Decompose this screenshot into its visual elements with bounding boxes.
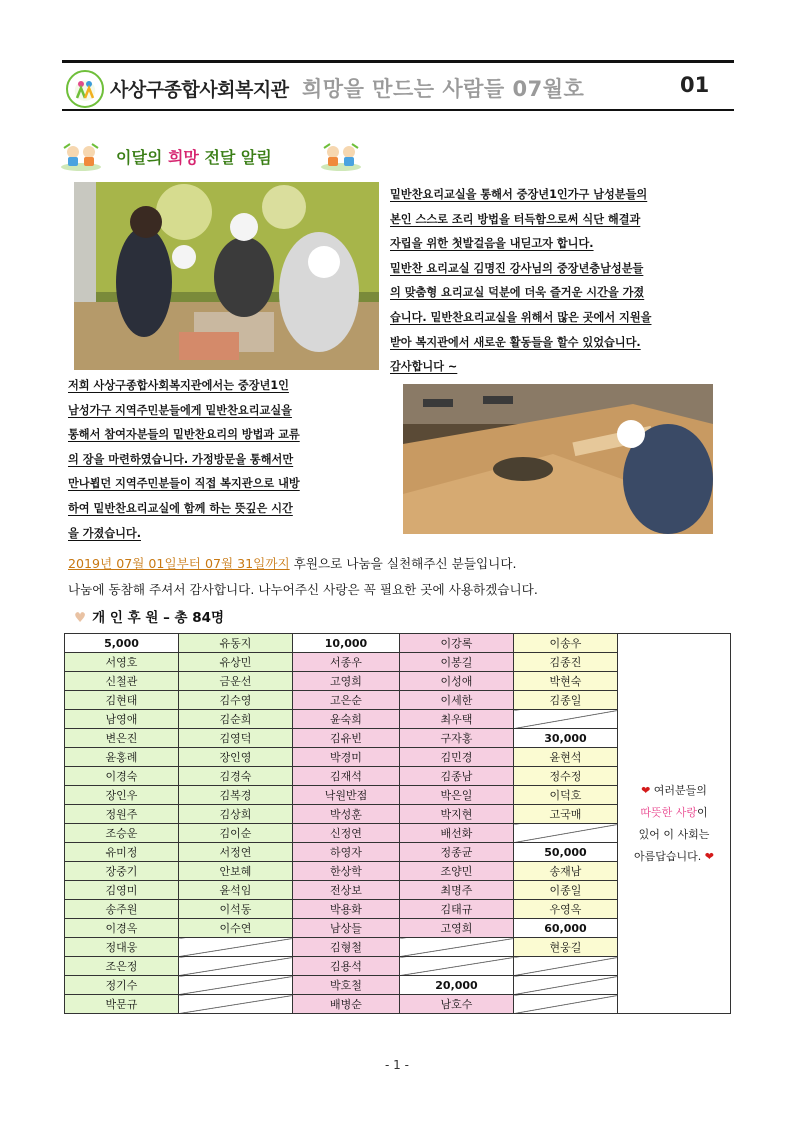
donor-name-cell: 하영자 — [293, 843, 400, 862]
donor-name-cell: 김재석 — [293, 767, 400, 786]
donor-name-cell: 박지현 — [400, 805, 514, 824]
donation-period: 2019년 07월 01일부터 07월 31일까지 — [68, 556, 290, 571]
donor-name-cell: 이성애 — [400, 672, 514, 691]
donor-name-cell: 이봉길 — [400, 653, 514, 672]
donor-name-cell: 이송우 — [514, 634, 618, 653]
empty-cell — [179, 995, 293, 1014]
donor-name-cell: 박용화 — [293, 900, 400, 919]
header-top-rule — [62, 60, 734, 63]
donor-name-cell: 금운선 — [179, 672, 293, 691]
individual-donation-heading: ♥ 개 인 후 원 – 총 84명 — [74, 610, 225, 626]
donor-name-cell: 배병순 — [293, 995, 400, 1014]
cooking-class-photo-1 — [74, 182, 379, 370]
donor-name-cell: 우영옥 — [514, 900, 618, 919]
page-number: 01 — [680, 73, 710, 97]
text-line: 자립을 위한 첫발걸음을 내딛고자 합니다. — [390, 237, 594, 251]
donor-name-cell: 정대웅 — [65, 938, 179, 957]
donor-name-cell: 고영희 — [293, 672, 400, 691]
donor-name-cell: 윤석임 — [179, 881, 293, 900]
text-line: 의 맞춤형 요리교실 덕분에 더욱 즐거운 시간을 가졌 — [390, 286, 645, 300]
donor-name-cell: 고영희 — [400, 919, 514, 938]
donor-name-cell: 박경미 — [293, 748, 400, 767]
donor-name-cell: 유상민 — [179, 653, 293, 672]
donor-name-cell: 남상들 — [293, 919, 400, 938]
donor-name-cell: 유동지 — [179, 634, 293, 653]
donor-name-cell: 박문규 — [65, 995, 179, 1014]
donor-name-cell: 조은정 — [65, 957, 179, 976]
donor-name-cell: 고국매 — [514, 805, 618, 824]
donor-name-cell: 남호수 — [400, 995, 514, 1014]
donor-name-cell: 이경옥 — [65, 919, 179, 938]
donation-intro-line1: 2019년 07월 01일부터 07월 31일까지 후원으로 나눔을 실천해주신 분들입니다. — [68, 556, 517, 571]
donor-name-cell: 한상학 — [293, 862, 400, 881]
text-line: 하여 밑반찬요리교실에 함께 하는 뜻깊은 시간 — [68, 501, 293, 515]
donor-name-cell: 신정연 — [293, 824, 400, 843]
header-bottom-rule — [62, 109, 734, 111]
donor-name-cell: 박호철 — [293, 976, 400, 995]
donor-name-cell: 이수연 — [179, 919, 293, 938]
text-line: 만나뵙던 지역주민분들이 직접 복지관으로 내방 — [68, 477, 300, 491]
donor-name-cell: 유미정 — [65, 843, 179, 862]
text-line: 습니다. 밑반찬요리교실을 위해서 많은 곳에서 지원을 — [390, 310, 652, 324]
empty-cell — [514, 995, 618, 1014]
amount-cell: 50,000 — [514, 843, 618, 862]
empty-cell — [179, 976, 293, 995]
donor-name-cell: 구자홍 — [400, 729, 514, 748]
donor-name-cell: 김순희 — [179, 710, 293, 729]
text-line: 을 가졌습니다. — [68, 526, 141, 540]
donor-name-cell: 박성훈 — [293, 805, 400, 824]
donor-name-cell: 김종진 — [514, 653, 618, 672]
donor-name-cell: 배선화 — [400, 824, 514, 843]
donor-name-cell: 변은진 — [65, 729, 179, 748]
donor-name-cell: 김형철 — [293, 938, 400, 957]
donor-name-cell: 정수정 — [514, 767, 618, 786]
donor-name-cell: 정종균 — [400, 843, 514, 862]
donor-name-cell: 김종남 — [400, 767, 514, 786]
donor-name-cell: 윤현석 — [514, 748, 618, 767]
amount-cell: 20,000 — [400, 976, 514, 995]
donor-name-cell: 김태규 — [400, 900, 514, 919]
empty-cell — [514, 976, 618, 995]
donor-name-cell: 이경숙 — [65, 767, 179, 786]
empty-cell — [514, 824, 618, 843]
text-line: 받아 복지관에서 새로운 활동들을 할수 있었습니다. — [390, 335, 641, 349]
empty-cell — [179, 938, 293, 957]
donor-name-cell: 장중기 — [65, 862, 179, 881]
donor-name-cell: 안보혜 — [179, 862, 293, 881]
donor-name-cell: 김수영 — [179, 691, 293, 710]
donor-name-cell: 정기수 — [65, 976, 179, 995]
donor-name-cell: 이석동 — [179, 900, 293, 919]
amount-cell: 60,000 — [514, 919, 618, 938]
donor-name-cell: 전상보 — [293, 881, 400, 900]
thank-you-message: ❤ 여러분들의 따뜻한 사랑이 있어 이 사회는 아름답습니다. ❤ — [618, 634, 731, 1014]
donor-name-cell: 김복경 — [179, 786, 293, 805]
heart-icon: ❤ — [641, 783, 651, 797]
donor-name-cell: 김영덕 — [179, 729, 293, 748]
text-line: 의 장을 마련하였습니다. 가정방문을 통해서만 — [68, 452, 294, 466]
donor-name-cell: 김종일 — [514, 691, 618, 710]
org-name: 사상구종합사회복지관 — [110, 79, 289, 101]
donor-name-cell: 신철관 — [65, 672, 179, 691]
text-line: 저희 사상구종합사회복지관에서는 중장년1인 — [68, 379, 289, 392]
text-line: 밑반찬요리교실을 통해서 중장년1인가구 남성분들의 — [390, 188, 648, 201]
mascot-left-icon — [58, 140, 102, 170]
donor-name-cell: 이강록 — [400, 634, 514, 653]
empty-cell — [400, 957, 514, 976]
donor-name-cell: 서영호 — [65, 653, 179, 672]
text-line: 감사합니다 ~ — [390, 360, 458, 374]
text-line: 본인 스스로 조리 방법을 터득함으로써 식단 해결과 — [390, 212, 641, 226]
amount-cell: 10,000 — [293, 634, 400, 653]
page-footer: - 1 - — [385, 1058, 409, 1072]
donor-name-cell: 조양민 — [400, 862, 514, 881]
text-line: 통해서 참여자분들의 밑반찬요리의 방법과 교류 — [68, 428, 300, 442]
donor-name-cell: 송재남 — [514, 862, 618, 881]
donor-name-cell: 박현숙 — [514, 672, 618, 691]
donor-name-cell: 이종일 — [514, 881, 618, 900]
donor-name-cell: 최명주 — [400, 881, 514, 900]
amount-cell: 30,000 — [514, 729, 618, 748]
mascot-right-icon — [318, 140, 362, 170]
donor-name-cell: 현웅길 — [514, 938, 618, 957]
donor-name-cell: 김영미 — [65, 881, 179, 900]
empty-cell — [514, 710, 618, 729]
donor-name-cell: 윤홍례 — [65, 748, 179, 767]
text-line: 남성가구 지역주민분들에게 밑반찬요리교실을 — [68, 403, 292, 417]
donor-name-cell: 장인영 — [179, 748, 293, 767]
empty-cell — [179, 957, 293, 976]
donor-name-cell: 서종우 — [293, 653, 400, 672]
donor-name-cell: 김용석 — [293, 957, 400, 976]
donor-name-cell: 낙원반점 — [293, 786, 400, 805]
donor-name-cell: 윤숙희 — [293, 710, 400, 729]
intro-paragraph-right — [390, 183, 724, 380]
donor-name-cell: 정원주 — [65, 805, 179, 824]
donor-name-cell: 최우택 — [400, 710, 514, 729]
donor-name-cell: 김경숙 — [179, 767, 293, 786]
donor-name-cell: 김현태 — [65, 691, 179, 710]
donor-name-cell: 송주원 — [65, 900, 179, 919]
newsletter-title: 희망을 만드는 사람들 07월호 — [302, 77, 585, 101]
donor-name-cell: 조승운 — [65, 824, 179, 843]
intro-paragraph-left — [68, 374, 366, 546]
amount-cell: 5,000 — [65, 634, 179, 653]
heart-icon: ❤ — [704, 849, 714, 863]
section-title: 이달의 희망 전달 알림 — [116, 148, 272, 167]
text-line: 밑반찬 요리교실 김명진 강사님의 중장년층남성분들 — [390, 261, 644, 275]
donor-name-cell: 김유빈 — [293, 729, 400, 748]
donor-name-cell: 이덕호 — [514, 786, 618, 805]
donor-name-cell: 이세한 — [400, 691, 514, 710]
donor-name-cell: 장인우 — [65, 786, 179, 805]
donor-name-cell: 김이순 — [179, 824, 293, 843]
donor-name-cell: 김민경 — [400, 748, 514, 767]
table-row — [65, 634, 731, 653]
heart-icon: ♥ — [74, 610, 87, 626]
empty-cell — [514, 957, 618, 976]
donor-table — [64, 633, 731, 1014]
empty-cell — [400, 938, 514, 957]
donor-name-cell: 서정연 — [179, 843, 293, 862]
donor-name-cell: 김상희 — [179, 805, 293, 824]
donor-name-cell: 고은순 — [293, 691, 400, 710]
donation-intro-line2: 나눔에 동참해 주셔서 감사합니다. 나누어주신 사랑은 꼭 필요한 곳에 사용하겠습니다. — [68, 582, 538, 597]
cooking-class-photo-2 — [403, 384, 713, 534]
donor-name-cell: 박은일 — [400, 786, 514, 805]
org-logo — [66, 70, 104, 108]
donor-name-cell: 남영애 — [65, 710, 179, 729]
